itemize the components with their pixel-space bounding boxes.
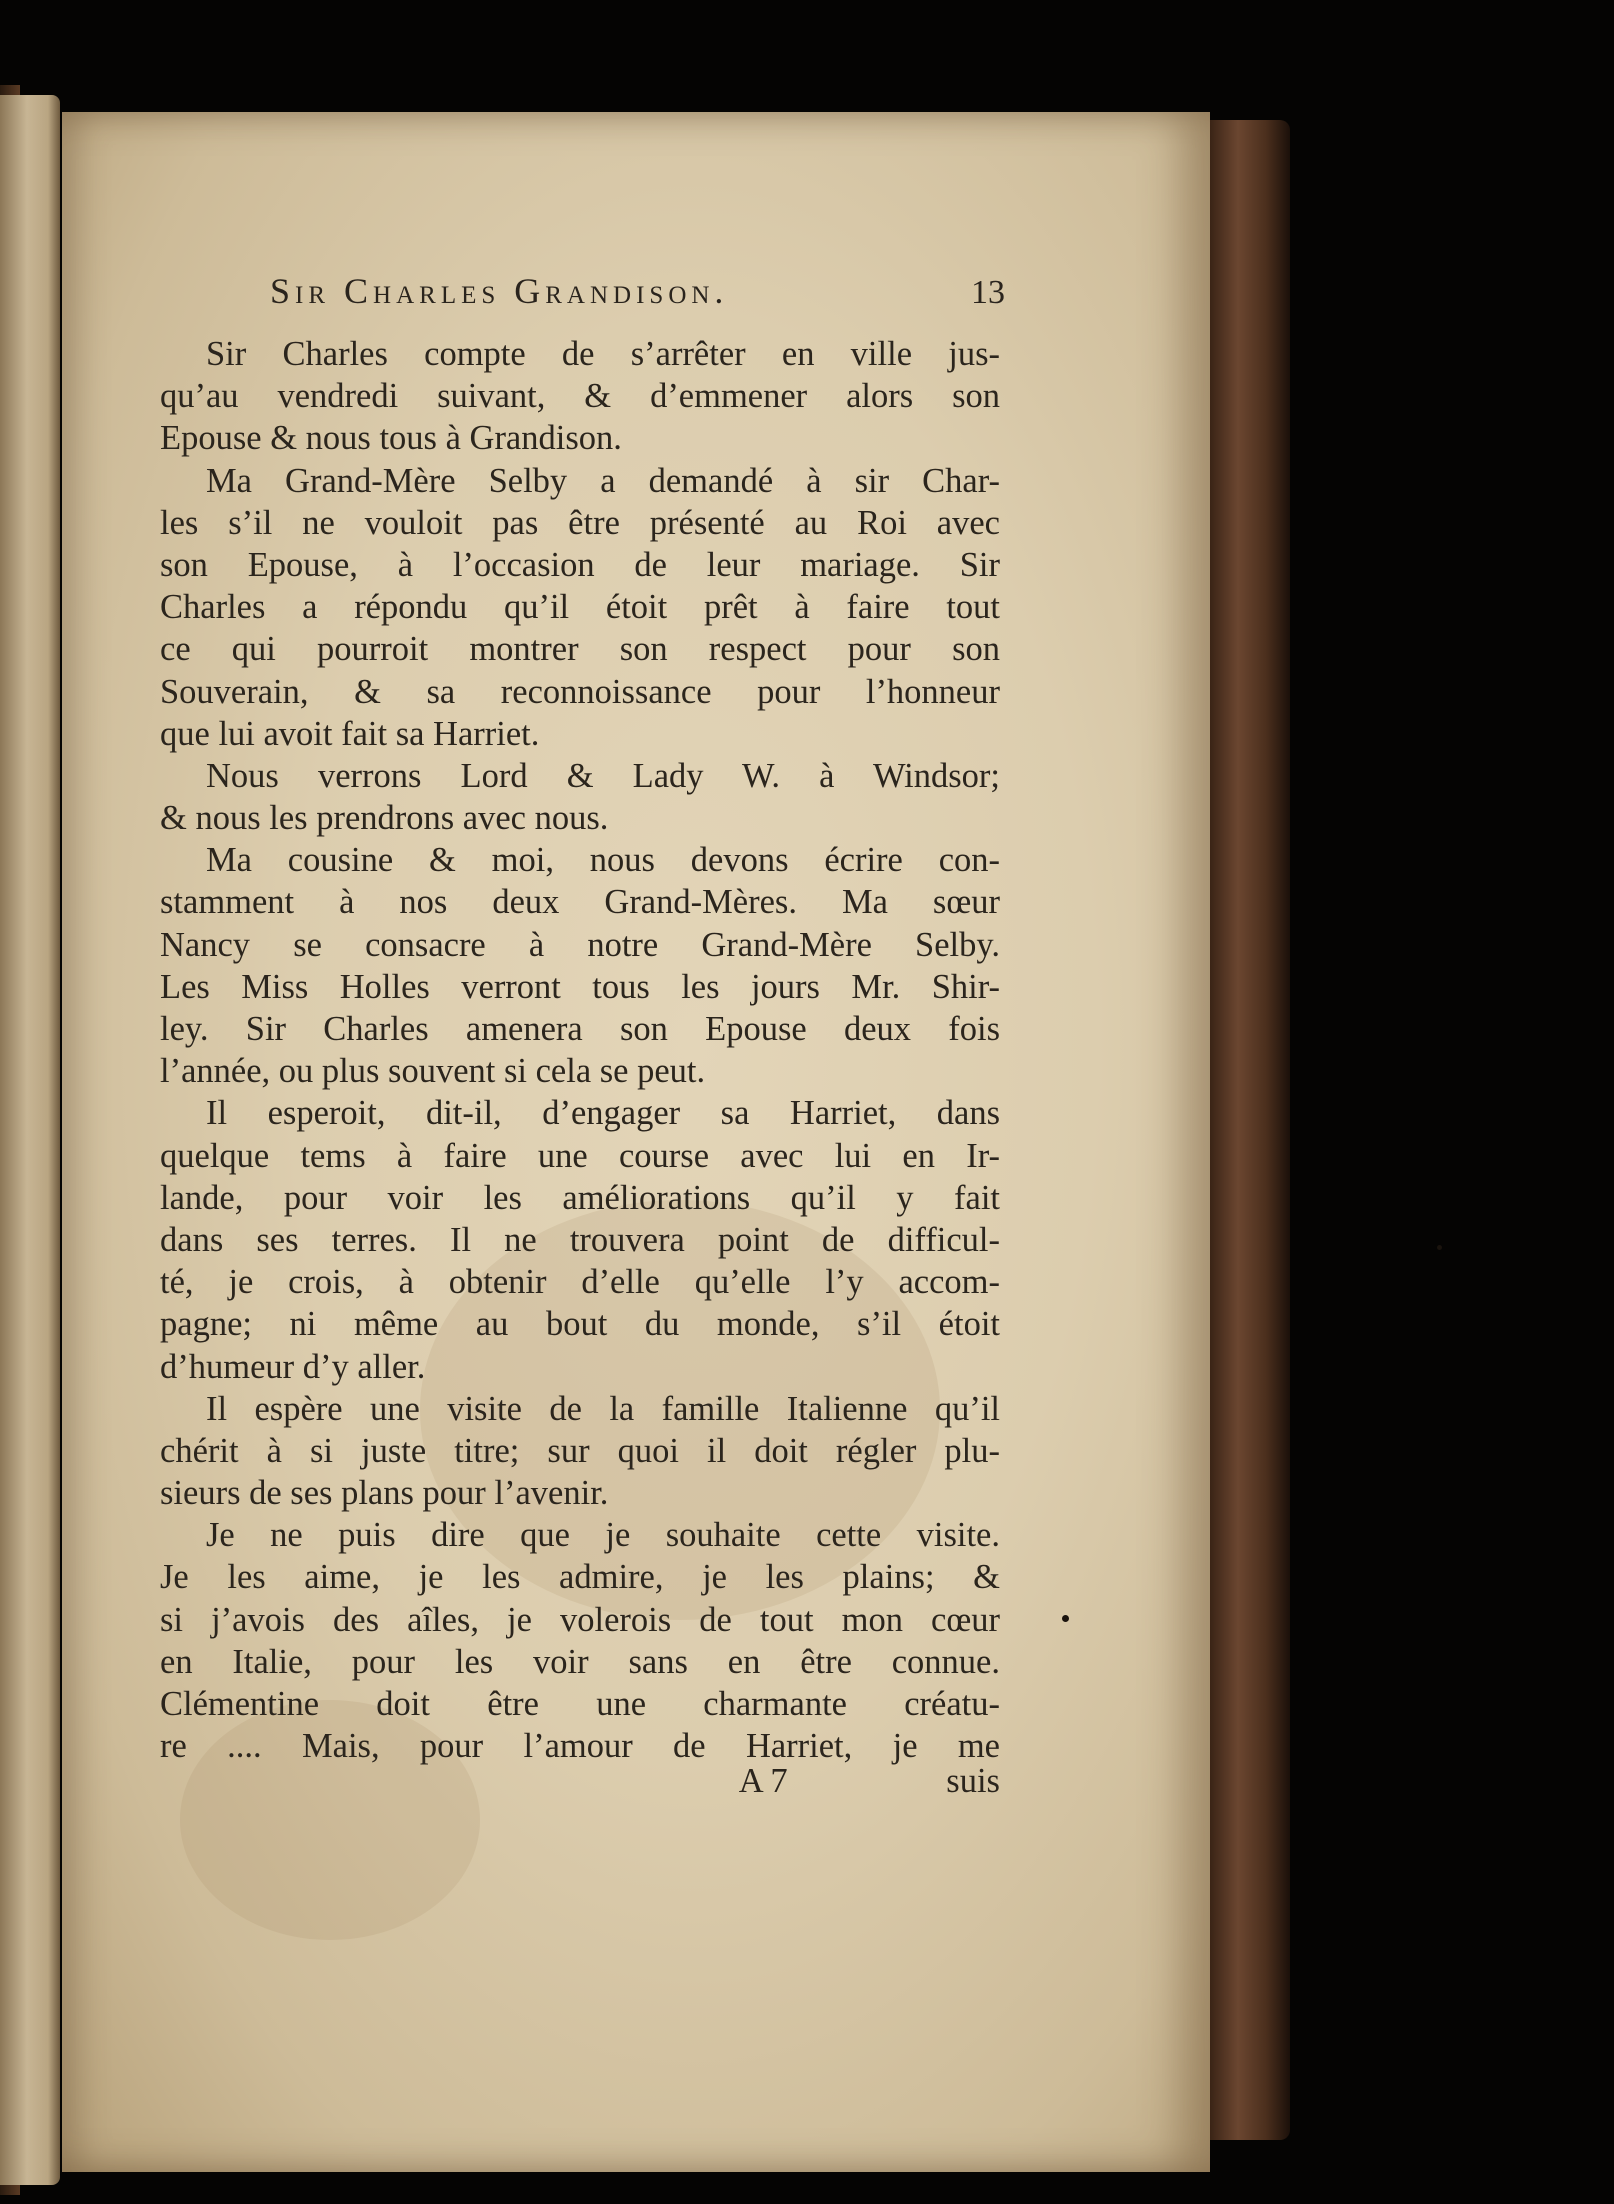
text-line: lande, pour voir les améliorations qu’il y fait xyxy=(160,1178,1000,1217)
text-line: Epouse & nous tous à Grandison. xyxy=(160,419,622,458)
right-book-cover xyxy=(1210,120,1290,2140)
text-line: quelque tems à faire une course avec lui en Ir- xyxy=(160,1136,1000,1175)
text-line: Nous verrons Lord & Lady W. à Windsor; xyxy=(206,756,1000,795)
text-line: Ma cousine & moi, nous devons écrire con- xyxy=(206,841,1000,880)
text-line: chérit à si juste titre; sur quoi il doit régler plu- xyxy=(160,1431,1000,1470)
ink-speck xyxy=(1062,1615,1069,1622)
text-line: sieurs de ses plans pour l’avenir. xyxy=(160,1474,609,1513)
text-line: en Italie, pour les voir sans en être connue. xyxy=(160,1642,1000,1681)
text-line: dans ses terres. Il ne trouvera point de difficul- xyxy=(160,1220,1000,1259)
text-line: pagne; ni même au bout du monde, s’il étoit xyxy=(160,1305,1000,1344)
text-line: re .... Mais, pour l’amour de Harriet, je me xyxy=(160,1727,1000,1766)
text-line: Sir Charles compte de s’arrêter en ville jus- xyxy=(206,335,1000,373)
text-line: & nous les prendrons avec nous. xyxy=(160,799,609,838)
text-line: Souverain, & sa reconnoissance pour l’honneur xyxy=(160,672,1000,711)
text-line: son Epouse, à l’occasion de leur mariage. Sir xyxy=(160,545,1000,584)
text-line: qu’au vendredi suivant, & d’emmener alors son xyxy=(160,377,1000,416)
text-line: Nancy se consacre à notre Grand-Mère Selby. xyxy=(160,925,1000,964)
text-line: l’année, ou plus souvent si cela se peut. xyxy=(160,1052,706,1091)
body-text xyxy=(160,333,1000,1767)
text-line: Clémentine doit être une charmante créatu- xyxy=(160,1685,1000,1723)
text-line: Les Miss Holles verront tous les jours Mr. Shir- xyxy=(160,967,1000,1006)
text-line: té, je crois, à obtenir d’elle qu’elle l’y accom- xyxy=(160,1263,1000,1302)
text-line: si j’avois des aîles, je volerois de tout mon cœur xyxy=(160,1600,1000,1639)
running-title: Sir Charles Grandison. xyxy=(270,271,729,311)
catchword: suis xyxy=(946,1762,1000,1800)
ink-speck xyxy=(1437,1245,1442,1250)
text-line: Je les aime, je les admire, je les plains; & xyxy=(160,1558,1000,1597)
running-head xyxy=(270,270,1005,312)
left-page-edge xyxy=(0,95,60,2185)
text-line: Ma Grand-Mère Selby a demandé à sir Char- xyxy=(206,461,1000,500)
text-line: stamment à nos deux Grand-Mères. Ma sœur xyxy=(160,883,1000,922)
text-line: Je ne puis dire que je souhaite cette visite. xyxy=(206,1516,1000,1555)
page-number: 13 xyxy=(971,274,1005,311)
text-line: Il espère une visite de la famille Italienne qu’il xyxy=(206,1389,1000,1428)
page-footer xyxy=(160,1762,1000,1801)
text-line: les s’il ne vouloit pas être présenté au Roi avec xyxy=(160,503,1000,542)
text-line: Il esperoit, dit-il, d’engager sa Harriet, dans xyxy=(206,1094,1000,1133)
text-line: d’humeur d’y aller. xyxy=(160,1347,426,1386)
text-line: ley. Sir Charles amenera son Epouse deux fois xyxy=(160,1010,1000,1048)
text-line: Charles a répondu qu’il étoit prêt à faire tout xyxy=(160,588,1000,627)
signature-mark: A 7 xyxy=(738,1762,788,1800)
text-line: ce qui pourroit montrer son respect pour son xyxy=(160,630,1000,669)
text-line: que lui avoit fait sa Harriet. xyxy=(160,714,540,753)
